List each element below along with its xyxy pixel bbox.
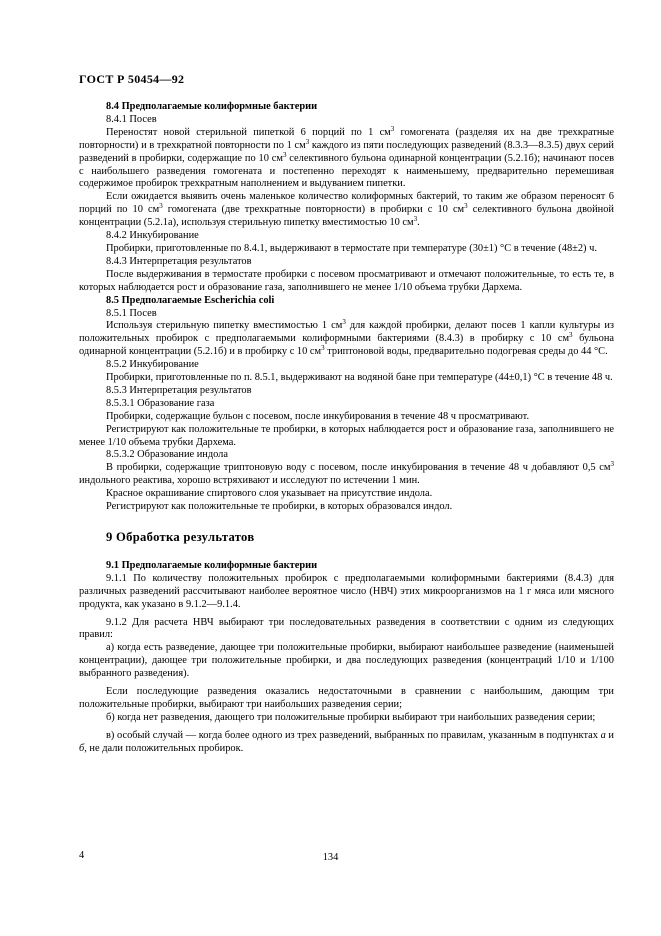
page-number-center: 134 xyxy=(322,852,339,863)
document-header: ГОСТ Р 50454—92 xyxy=(79,72,185,86)
document-body xyxy=(79,101,614,756)
paragraph: а) когда есть разведение, дающее три положительные пробирки, выбирают наибольшее разведение (наименьшей концентрации), дающее три положительные пробирки, и два последующих разведения (концентраций 1/10 и 1/100 выбранного разведения). xyxy=(79,642,614,680)
clause-heading: 8.5.3.1 Образование газа xyxy=(106,397,215,409)
clause-heading: 8.5.2 Инкубирование xyxy=(106,359,199,371)
clause-heading: 8.5.3.2 Образование индола xyxy=(106,449,228,461)
paragraph: Регистрируют как положительные те пробирки, в которых образовался индол. xyxy=(106,501,453,513)
paragraph: б) когда нет разведения, дающего три положительные пробирки выбирают три наибольших разведения серии; xyxy=(106,711,596,723)
paragraph: Регистрируют как положительные те пробирки, в которых наблюдается рост и образование газа, заполнившего не менее 1/10 объема трубки Дархема. xyxy=(79,423,614,448)
paragraph: Если ожидается выявить очень маленькое количество колиформных бактерий, то таким же образом переносят 6 порций по 10 $см^3$ гомогената (две трехкратные повторности) в пробирки с 10 $см^3$ селективного бульона двойной концентрации (5.2.1а), используя стерильную пипетку вместимостью 10 $см^3$. xyxy=(79,191,614,229)
paragraph: Если последующие разведения оказались недостаточными в сравнении с наибольшим, дающим три положительные пробирки, выбирают три наибольших разведения серии; xyxy=(79,686,614,710)
page-number-left: 4 xyxy=(79,850,85,861)
subsection-heading: 8.5 Предполагаемые Escherichia coli xyxy=(106,294,275,306)
paragraph: Пробирки, содержащие бульон с посевом, после инкубирования в течение 48 ч просматривают. xyxy=(106,410,530,422)
section-heading: 9 Обработка результатов xyxy=(106,530,255,544)
paragraph: Красное окрашивание спиртового слоя указывает на присутствие индола. xyxy=(106,488,433,500)
paragraph: Переностят новой стерильной пипеткой 6 порций по 1 $см^3$ гомогената (разделяя их на две трехкратные повторности) и в трехкратной повторности по 1 $см^3$ каждого из пяти последующих разведений (8.3.3—8.3.5) двух серий разведений в пробирки, содержащие по 10 $см^3$ селективного бульона одинарной концентрации (5.2.1б); начинают посев с наибольшего разведения гомогената и постепенно переходят к наименьшему, предварительно перемешивая содержимое пробирок трехкратным наполнением и выдуванием пипетки. xyxy=(79,124,614,190)
paragraph: Пробирки, приготовленные по 8.4.1, выдерживают в термостате при температуре (30±1) °С в течение (48±2) ч. xyxy=(106,242,597,254)
paragraph: в) особый случай — когда более одного из трех разведений, выбранных по правилам, указанным в подпунктах а и б, не дали положительных пробирок. xyxy=(79,729,614,754)
paragraph: В пробирки, содержащие триптоновую воду с посевом, после инкубирования в течение 48 ч добавляют 0,5 $см^3$ индольного реактива, хорошо встряхивают и исследуют по истечении 1 мин. xyxy=(79,460,614,487)
paragraph: После выдерживания в термостате пробирки с посевом просматривают и отмечают положительные, то есть те, в которых наблюдается рост и образование газа, заполнившего не менее 1/10 объема трубки Дархема. xyxy=(79,268,614,293)
subsection-heading: 8.4 Предполагаемые колиформные бактерии xyxy=(106,101,318,112)
paragraph: Пробирки, приготовленные по п. 8.5.1, выдерживают на водяной бане при температуре (44±0,1) °С в течение 48 ч. xyxy=(106,372,613,384)
paragraph: 9.1.1 По количеству положительных пробирок с предполагаемыми колиформными бактериями (8.4.3) для различных разведений рассчитывают наиболее вероятное число (НВЧ) этих микроорганизмов на 1 г мяса или мясного продукта, как указано в 9.1.2—9.1.4. xyxy=(79,572,614,610)
clause-heading: 8.5.3 Интерпретация результатов xyxy=(106,384,252,396)
paragraph: Используя стерильную пипетку вместимостью 1 $см^3$ для каждой пробирки, делают посев 1 капли культуры из положительных пробирок с предполагаемыми колиформными бактериями (8.4.3) в пробирку с 10 $см^3$ бульона одинарной концентрации (5.2.1б) и в пробирку с 10 $см^3$ триптоновой воды, предварительно подогревая среды до 44 °С. xyxy=(79,318,614,358)
clause-heading: 8.4.3 Интерпретация результатов xyxy=(106,255,252,267)
subsection-heading: 9.1 Предполагаемые колиформные бактерии xyxy=(106,559,318,571)
clause-heading: 8.5.1 Посев xyxy=(106,307,157,319)
paragraph: 9.1.2 Для расчета НВЧ выбирают три последовательных разведения в соответствии с одним из следующих правил: xyxy=(79,616,614,641)
clause-heading: 8.4.2 Инкубирование xyxy=(106,230,199,242)
clause-heading: 8.4.1 Посев xyxy=(106,113,157,125)
